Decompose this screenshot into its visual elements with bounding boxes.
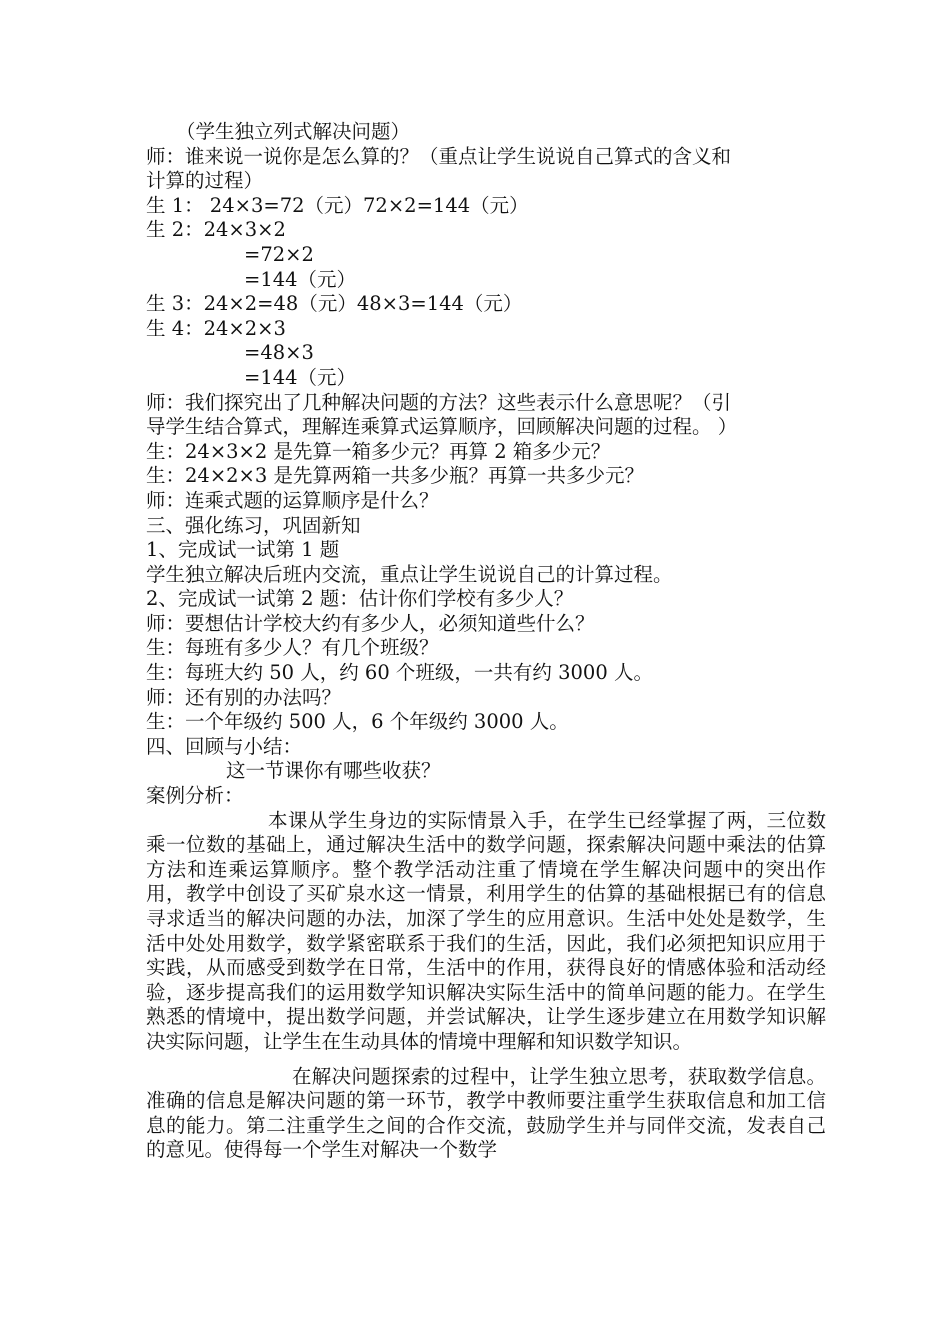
- text-line: 学生独立解决后班内交流，重点让学生说说自己的计算过程。: [146, 562, 673, 586]
- text-line: 这一节课你有哪些收获？: [226, 759, 441, 783]
- text-line: （学生独立列式解决问题）: [176, 120, 411, 143]
- text-line: 师：连乘式题的运算顺序是什么？: [146, 488, 439, 512]
- text-line: 师：还有别的办法吗？: [146, 685, 342, 709]
- text-line: 导学生结合算式，理解连乘算式运算顺序，回顾解决问题的过程。 ）: [146, 415, 738, 439]
- text-line: 2、完成试一试第 2 题：估计你们学校有多少人？: [146, 587, 574, 611]
- text-line: 生：每班大约 50 人，约 60 个班级，一共有约 3000 人。: [146, 661, 653, 685]
- text-line: =48×3: [244, 341, 314, 365]
- analysis-paragraph: 本课从学生身边的实际情景入手，在学生已经掌握了两，三位数乘一位数的基础上，通过解决生活中的数学问题，探索解决问题中乘法的估算方法和连乘运算顺序。整个教学活动注重了情境在学生解决问题中的突出作用，教学中创设了买矿泉水这一情景，利用学生的估算的基础根据已有的信息寻求适当的解决问题的办法，加深了学生的应用意识。生活中处处是数学，生活中处处用数学，数学紧密联系于我们的生活，因此，我们必须把知识应用于实践，从而感受到数学在日常，生活中的作用，获得良好的情感体验和活动经验，逐步提高我们的运用数学知识解决实际生活中的简单问题的能力。在学生熟悉的情境中，提出数学问题，并尝试解决，让学生逐步建立在用数学知识解决实际问题，让学生在生动具体的情境中理解和知识数学知识。: [146, 808, 826, 1053]
- section-heading: 三、强化练习，巩固新知: [146, 513, 361, 537]
- text-line: 生：24×3×2 是先算一箱多少元？再算 2 箱多少元？: [146, 439, 611, 463]
- text-line: 1、完成试一试第 1 题: [146, 538, 340, 562]
- analysis-paragraph: 在解决问题探索的过程中，让学生独立思考，获取数学信息。准确的信息是解决问题的第一环节，教学中教师要注重学生获取信息和加工信息的能力。第二注重学生之间的合作交流，鼓励学生并与同伴交流，发表自己的意见。使得每一个学生对解决一个数学: [146, 1064, 826, 1162]
- text-line: 生 2：24×3×2: [146, 218, 286, 242]
- text-line: 生 1： 24×3=72（元）72×2=144（元）: [146, 193, 529, 217]
- text-line: =72×2: [244, 242, 314, 266]
- text-line: 生 3：24×2=48（元）48×3=144（元）: [146, 292, 523, 316]
- text-line: 生：24×2×3 是先算两箱一共多少瓶？再算一共多少元？: [146, 464, 645, 488]
- text-line: 师：谁来说一说你是怎么算的？（重点让学生说说自己算式的含义和: [146, 144, 732, 168]
- paragraph-gap: [146, 1055, 826, 1065]
- section-heading: 四、回顾与小结：: [146, 734, 303, 758]
- text-line: 计算的过程）: [146, 169, 264, 193]
- text-line: =144（元）: [244, 267, 357, 291]
- text-line: 生：每班有多少人？有几个班级？: [146, 636, 439, 660]
- text-line: 生 4：24×2×3: [146, 316, 286, 340]
- text-line: =144（元）: [244, 365, 357, 389]
- text-line: 生：一个年级约 500 人，6 个年级约 3000 人。: [146, 710, 569, 734]
- section-heading: 案例分析：: [146, 784, 244, 808]
- text-line: 师：要想估计学校大约有多少人，必须知道些什么？: [146, 611, 595, 635]
- text-line: 师：我们探究出了几种解决问题的方法？这些表示什么意思呢？（引: [146, 390, 732, 414]
- document-body: [146, 120, 826, 1163]
